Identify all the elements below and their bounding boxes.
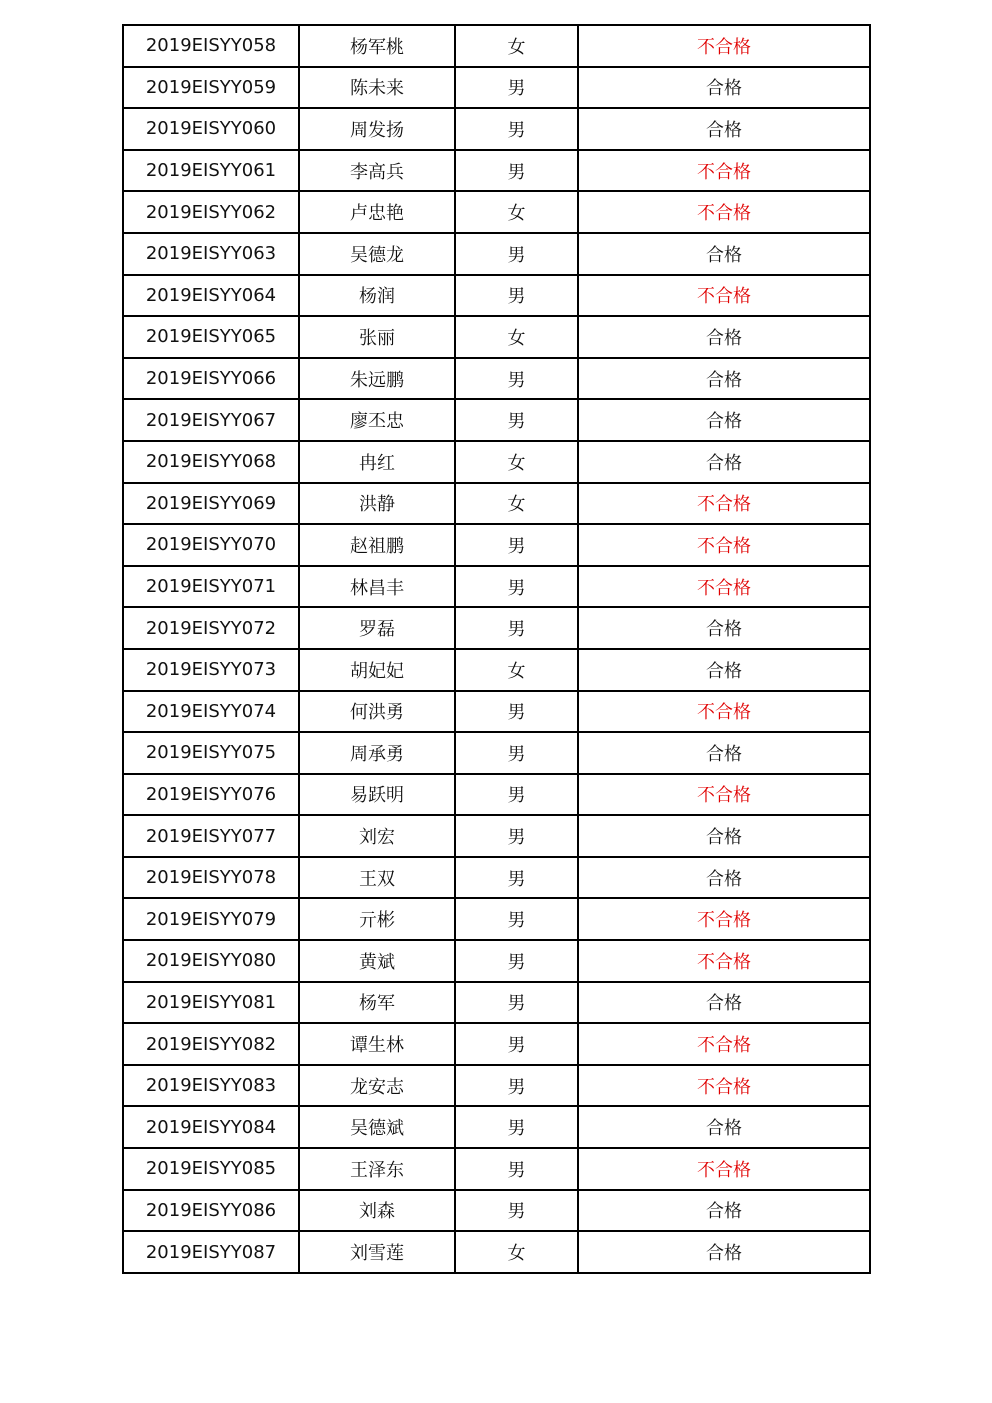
candidate-name-cell: 王泽东 xyxy=(299,1148,455,1190)
candidate-id-cell: 2019EISYY068 xyxy=(123,441,299,483)
table-row xyxy=(123,399,870,441)
table-row xyxy=(123,483,870,525)
table-row xyxy=(123,774,870,816)
candidate-name-cell: 朱远鹏 xyxy=(299,358,455,400)
candidate-gender-cell: 女 xyxy=(455,1231,578,1273)
candidate-name-cell: 谭生林 xyxy=(299,1023,455,1065)
candidate-id-cell: 2019EISYY063 xyxy=(123,233,299,275)
candidate-id-cell: 2019EISYY072 xyxy=(123,607,299,649)
candidate-name-cell: 杨军 xyxy=(299,982,455,1024)
candidate-name-cell: 刘宏 xyxy=(299,815,455,857)
candidate-id-cell: 2019EISYY084 xyxy=(123,1106,299,1148)
candidate-id-cell: 2019EISYY087 xyxy=(123,1231,299,1273)
candidate-id-cell: 2019EISYY073 xyxy=(123,649,299,691)
results-table xyxy=(122,24,871,1274)
candidate-gender-cell: 男 xyxy=(455,1065,578,1107)
candidate-id-cell: 2019EISYY070 xyxy=(123,524,299,566)
candidate-gender-cell: 男 xyxy=(455,566,578,608)
result-status-cell: 合格 xyxy=(578,857,870,899)
result-status-cell: 合格 xyxy=(578,441,870,483)
candidate-id-cell: 2019EISYY080 xyxy=(123,940,299,982)
result-status-cell: 合格 xyxy=(578,649,870,691)
table-row xyxy=(123,1106,870,1148)
candidate-id-cell: 2019EISYY083 xyxy=(123,1065,299,1107)
result-status-cell: 不合格 xyxy=(578,898,870,940)
candidate-id-cell: 2019EISYY064 xyxy=(123,275,299,317)
candidate-gender-cell: 男 xyxy=(455,67,578,109)
result-status-cell: 不合格 xyxy=(578,774,870,816)
candidate-name-cell: 林昌丰 xyxy=(299,566,455,608)
candidate-gender-cell: 男 xyxy=(455,691,578,733)
table-row xyxy=(123,233,870,275)
result-status-cell: 合格 xyxy=(578,1106,870,1148)
candidate-id-cell: 2019EISYY067 xyxy=(123,399,299,441)
candidate-id-cell: 2019EISYY071 xyxy=(123,566,299,608)
result-status-cell: 不合格 xyxy=(578,940,870,982)
candidate-gender-cell: 女 xyxy=(455,441,578,483)
table-row xyxy=(123,1065,870,1107)
result-status-cell: 合格 xyxy=(578,108,870,150)
candidate-name-cell: 易跃明 xyxy=(299,774,455,816)
result-status-cell: 合格 xyxy=(578,815,870,857)
candidate-id-cell: 2019EISYY079 xyxy=(123,898,299,940)
result-status-cell: 合格 xyxy=(578,316,870,358)
candidate-name-cell: 刘雪莲 xyxy=(299,1231,455,1273)
candidate-name-cell: 杨润 xyxy=(299,275,455,317)
candidate-gender-cell: 男 xyxy=(455,150,578,192)
candidate-id-cell: 2019EISYY086 xyxy=(123,1190,299,1232)
candidate-name-cell: 亓彬 xyxy=(299,898,455,940)
candidate-gender-cell: 男 xyxy=(455,399,578,441)
candidate-name-cell: 杨军桃 xyxy=(299,25,455,67)
table-row xyxy=(123,524,870,566)
result-status-cell: 不合格 xyxy=(578,691,870,733)
candidate-gender-cell: 男 xyxy=(455,774,578,816)
table-row xyxy=(123,940,870,982)
table-row xyxy=(123,1023,870,1065)
table-row xyxy=(123,108,870,150)
table-row xyxy=(123,815,870,857)
result-status-cell: 不合格 xyxy=(578,566,870,608)
candidate-gender-cell: 男 xyxy=(455,275,578,317)
candidate-gender-cell: 男 xyxy=(455,1190,578,1232)
candidate-name-cell: 吴德斌 xyxy=(299,1106,455,1148)
candidate-gender-cell: 男 xyxy=(455,982,578,1024)
candidate-name-cell: 龙安志 xyxy=(299,1065,455,1107)
candidate-gender-cell: 男 xyxy=(455,607,578,649)
candidate-id-cell: 2019EISYY060 xyxy=(123,108,299,150)
result-status-cell: 不合格 xyxy=(578,150,870,192)
candidate-name-cell: 刘森 xyxy=(299,1190,455,1232)
result-status-cell: 合格 xyxy=(578,399,870,441)
result-status-cell: 合格 xyxy=(578,982,870,1024)
candidate-id-cell: 2019EISYY065 xyxy=(123,316,299,358)
result-status-cell: 合格 xyxy=(578,67,870,109)
table-row xyxy=(123,1148,870,1190)
candidate-gender-cell: 男 xyxy=(455,108,578,150)
candidate-gender-cell: 女 xyxy=(455,25,578,67)
result-status-cell: 合格 xyxy=(578,358,870,400)
table-row xyxy=(123,316,870,358)
table-row xyxy=(123,898,870,940)
candidate-name-cell: 何洪勇 xyxy=(299,691,455,733)
result-status-cell: 合格 xyxy=(578,607,870,649)
table-row xyxy=(123,857,870,899)
result-status-cell: 不合格 xyxy=(578,275,870,317)
result-status-cell: 不合格 xyxy=(578,1148,870,1190)
candidate-gender-cell: 女 xyxy=(455,191,578,233)
results-table-body xyxy=(123,25,870,1273)
table-row xyxy=(123,275,870,317)
candidate-name-cell: 李高兵 xyxy=(299,150,455,192)
table-row xyxy=(123,25,870,67)
candidate-gender-cell: 女 xyxy=(455,316,578,358)
candidate-id-cell: 2019EISYY075 xyxy=(123,732,299,774)
candidate-gender-cell: 男 xyxy=(455,815,578,857)
candidate-gender-cell: 男 xyxy=(455,1106,578,1148)
result-status-cell: 不合格 xyxy=(578,483,870,525)
result-status-cell: 合格 xyxy=(578,1190,870,1232)
candidate-name-cell: 胡妃妃 xyxy=(299,649,455,691)
candidate-id-cell: 2019EISYY061 xyxy=(123,150,299,192)
candidate-gender-cell: 女 xyxy=(455,649,578,691)
candidate-name-cell: 罗磊 xyxy=(299,607,455,649)
candidate-name-cell: 王双 xyxy=(299,857,455,899)
candidate-name-cell: 张丽 xyxy=(299,316,455,358)
candidate-name-cell: 吴德龙 xyxy=(299,233,455,275)
candidate-gender-cell: 男 xyxy=(455,233,578,275)
candidate-gender-cell: 男 xyxy=(455,1148,578,1190)
candidate-id-cell: 2019EISYY081 xyxy=(123,982,299,1024)
candidate-gender-cell: 女 xyxy=(455,483,578,525)
candidate-id-cell: 2019EISYY074 xyxy=(123,691,299,733)
candidate-id-cell: 2019EISYY085 xyxy=(123,1148,299,1190)
candidate-id-cell: 2019EISYY076 xyxy=(123,774,299,816)
candidate-name-cell: 冉红 xyxy=(299,441,455,483)
table-row xyxy=(123,441,870,483)
result-status-cell: 合格 xyxy=(578,1231,870,1273)
table-row xyxy=(123,649,870,691)
candidate-gender-cell: 男 xyxy=(455,524,578,566)
candidate-name-cell: 廖丕忠 xyxy=(299,399,455,441)
result-status-cell: 合格 xyxy=(578,233,870,275)
table-row xyxy=(123,358,870,400)
candidate-gender-cell: 男 xyxy=(455,732,578,774)
candidate-id-cell: 2019EISYY077 xyxy=(123,815,299,857)
table-row xyxy=(123,607,870,649)
candidate-gender-cell: 男 xyxy=(455,358,578,400)
candidate-name-cell: 黄斌 xyxy=(299,940,455,982)
candidate-gender-cell: 男 xyxy=(455,898,578,940)
candidate-id-cell: 2019EISYY058 xyxy=(123,25,299,67)
candidate-id-cell: 2019EISYY059 xyxy=(123,67,299,109)
candidate-id-cell: 2019EISYY069 xyxy=(123,483,299,525)
table-row xyxy=(123,150,870,192)
candidate-id-cell: 2019EISYY082 xyxy=(123,1023,299,1065)
result-status-cell: 合格 xyxy=(578,732,870,774)
table-row xyxy=(123,67,870,109)
candidate-name-cell: 洪静 xyxy=(299,483,455,525)
candidate-gender-cell: 男 xyxy=(455,857,578,899)
table-row xyxy=(123,1231,870,1273)
table-row xyxy=(123,982,870,1024)
candidate-name-cell: 卢忠艳 xyxy=(299,191,455,233)
candidate-id-cell: 2019EISYY066 xyxy=(123,358,299,400)
table-row xyxy=(123,691,870,733)
candidate-name-cell: 周承勇 xyxy=(299,732,455,774)
candidate-gender-cell: 男 xyxy=(455,940,578,982)
table-row xyxy=(123,1190,870,1232)
candidate-name-cell: 赵祖鹏 xyxy=(299,524,455,566)
candidate-gender-cell: 男 xyxy=(455,1023,578,1065)
candidate-name-cell: 周发扬 xyxy=(299,108,455,150)
candidate-id-cell: 2019EISYY062 xyxy=(123,191,299,233)
candidate-name-cell: 陈未来 xyxy=(299,67,455,109)
result-status-cell: 不合格 xyxy=(578,1065,870,1107)
table-row xyxy=(123,191,870,233)
result-status-cell: 不合格 xyxy=(578,1023,870,1065)
result-status-cell: 不合格 xyxy=(578,191,870,233)
result-status-cell: 不合格 xyxy=(578,25,870,67)
table-row xyxy=(123,566,870,608)
table-row xyxy=(123,732,870,774)
result-status-cell: 不合格 xyxy=(578,524,870,566)
candidate-id-cell: 2019EISYY078 xyxy=(123,857,299,899)
